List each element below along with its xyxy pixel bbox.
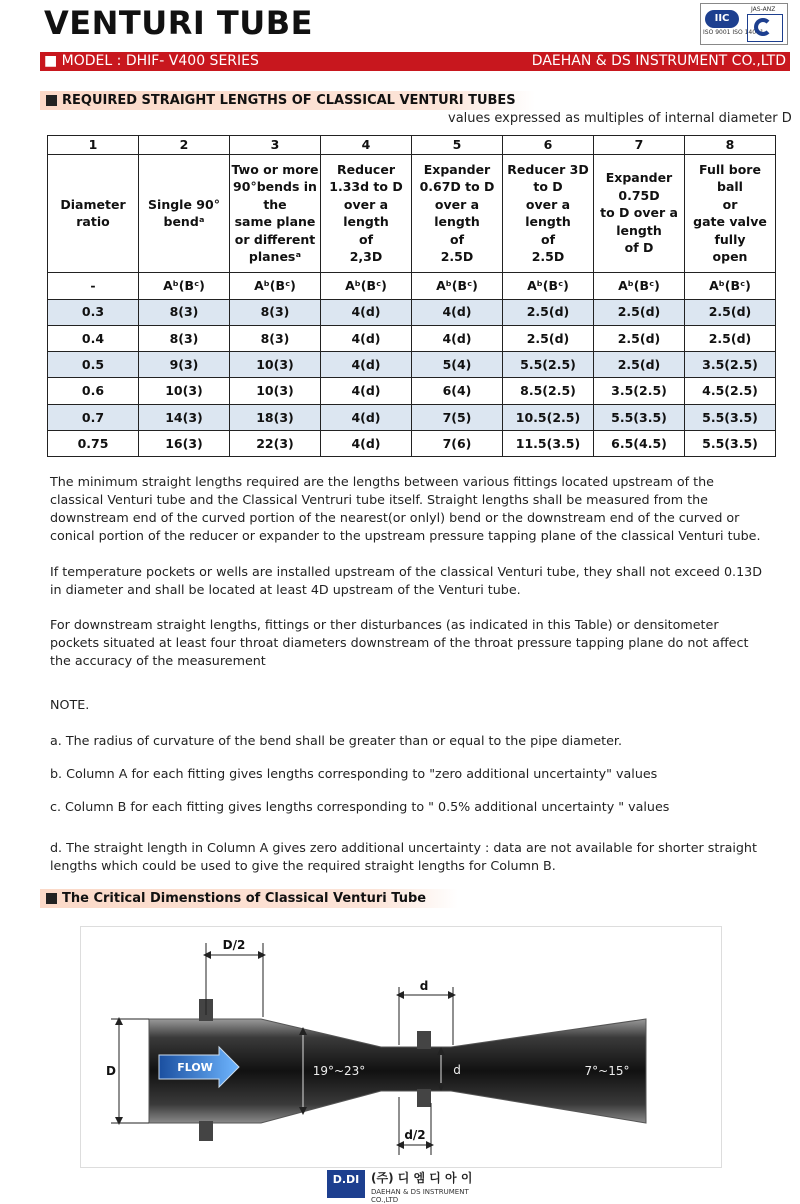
description-line: 2.5D [531,249,565,264]
col-number: 1 [48,136,139,155]
diameter-ratio-cell: 0.5 [48,352,139,378]
length-value-cell: 5(4) [412,352,503,378]
column-description [321,154,412,272]
ab-header-cell: Aᵇ(Bᶜ) [139,272,230,299]
throat-pressure-tap-bottom [417,1089,431,1107]
note-title: NOTE. [50,697,90,712]
footer-logo [325,1168,475,1204]
description-line: the [263,196,287,212]
description-line: planesᵃ [248,249,302,264]
length-value-cell: 2.5(d) [594,325,685,351]
col-number: 6 [503,136,594,155]
description-line: Expander [423,161,491,177]
section-title: The Critical Dimenstions of Classical Venturi Tube [62,891,427,906]
table-row [48,430,776,456]
column-description [594,154,685,272]
length-value-cell: 2.5(d) [685,299,776,325]
diameter-ratio-cell: 0.3 [48,299,139,325]
description-line: Single 90° [148,196,220,212]
upstream-pressure-tap-bottom [199,1121,213,1141]
table-row [48,352,776,378]
length-value-cell: 8(3) [230,325,321,351]
description-line: 0.67D to D [419,179,495,194]
diameter-ratio-cell: 0.6 [48,378,139,404]
description-line: open [712,249,748,264]
length-value-cell: 8(3) [139,299,230,325]
length-value-cell: 4(d) [321,325,412,351]
note-a: a. The radius of curvature of the bend shall be greater than or equal to the pipe diameter. [50,733,622,748]
length-value-cell: 16(3) [139,430,230,456]
table-row [48,378,776,404]
length-value-cell: 10(3) [230,378,321,404]
description-line: length [616,222,662,238]
length-value-cell: 4(d) [321,404,412,430]
ab-header-cell: - [48,272,139,299]
pipe-D-label: D [106,1064,116,1078]
length-value-cell: 7(6) [412,430,503,456]
description-line: 1.33d to D [329,179,403,194]
length-value-cell: 6(4) [412,378,503,404]
length-value-cell: 2.5(d) [594,299,685,325]
length-value-cell: 9(3) [139,352,230,378]
table-row [48,404,776,430]
bullet-square-icon [46,893,57,904]
convergent-angle-label: 19°~23° [312,1064,366,1078]
description-line: over a length [525,196,571,229]
ab-header-cell: Aᵇ(Bᶜ) [230,272,321,299]
description-line: Two or more [231,161,319,177]
diameter-ratio-cell: 0.4 [48,325,139,351]
throat-d-label: d [419,979,429,993]
divergent-angle-label: 7°~15° [584,1064,630,1078]
description-line: to D [533,179,563,194]
column-description [139,154,230,272]
note-d: d. The straight length in Column A gives zero additional uncertainty : data are not available for shorter straight lengths which could be used to give the required straight lengths for Column B. [50,840,757,873]
length-value-cell: 10.5(2.5) [503,404,594,430]
length-value-cell: 2.5(d) [503,299,594,325]
company-name-korean: (주) 디 엠 디 아 이 [371,1171,473,1185]
column-description [503,154,594,272]
section-header-straight-lengths [40,91,535,110]
col-number: 4 [321,136,412,155]
length-value-cell: 8.5(2.5) [503,378,594,404]
paragraph-temperature-pockets: If temperature pockets or wells are installed upstream of the classical Venturi tube, they shall not exceed 0.13D in diameter and shall be located at least 4D upstream of the Venturi tube. [50,564,762,597]
description-line: 90°bends in [233,179,317,194]
venturi-diagram-svg [81,927,721,1167]
col-number: 8 [685,136,776,155]
table-row [48,299,776,325]
table-row [48,325,776,351]
description-line: or different [234,231,316,247]
paragraph-straight-lengths: The minimum straight lengths required are the lengths between various fittings located upstream of the classical Venturi tube and the Classical Ventruri tube itself. Straight lengths shall be measured from the downstream end of the curved portion of the nearest(or onlyl) bend or the downstream end of the curved or conical portion of the reducer or expander to the upstream pressure tapping plane of the classical Venturi tube. [50,474,761,543]
column-description [48,154,139,272]
length-value-cell: 8(3) [139,325,230,351]
length-value-cell: 7(5) [412,404,503,430]
description-line: bendᵃ [163,214,205,229]
length-value-cell: 4(d) [321,378,412,404]
company-logo: D.DI [327,1170,365,1198]
description-line: over a length [434,196,480,229]
straight-lengths-table [47,135,776,457]
page-title: VENTURI TUBE [44,4,313,42]
description-line: 2,3D [349,249,383,264]
description-line: Reducer 3D [507,161,589,177]
ab-header-cell: Aᵇ(Bᶜ) [412,272,503,299]
description-line: 2.5D [440,249,474,264]
bullet-square-icon [46,95,57,106]
description-line: Expander [605,170,673,186]
column-description [230,154,321,272]
col-number: 2 [139,136,230,155]
col-number: 5 [412,136,503,155]
description-line: of [449,231,465,247]
length-value-cell: 3.5(2.5) [685,352,776,378]
description-line: Diameter [60,196,126,212]
description-line: 0.75D [618,187,660,203]
col-number: 7 [594,136,685,155]
ab-header-cell: Aᵇ(Bᶜ) [685,272,776,299]
description-line: fully [714,231,746,247]
length-value-cell: 22(3) [230,430,321,456]
iso-text: ISO 9001 ISO 14001 [703,29,764,36]
section-title: REQUIRED STRAIGHT LENGTHS OF CLASSICAL VENTURI TUBES [62,93,516,108]
iic-logo: IIC [705,10,739,28]
length-value-cell: 8(3) [230,299,321,325]
length-value-cell: 2.5(d) [594,352,685,378]
length-value-cell: 5.5(2.5) [503,352,594,378]
note-c: c. Column B for each fitting gives lengths corresponding to " 0.5% additional uncertainty " values [50,799,670,814]
description-line: Full bore ball [699,161,761,194]
section-header-critical-dimensions [40,889,458,908]
jas-anz-logo [747,14,783,42]
ab-header-cell: Aᵇ(Bᶜ) [594,272,685,299]
col-number: 3 [230,136,321,155]
throat-pressure-tap [417,1031,431,1049]
company-name: DAEHAN & DS INSTRUMENT CO.,LTD [531,53,786,69]
description-line: or [722,196,738,212]
venturi-tube-diagram [80,926,722,1168]
model-bar [40,52,790,71]
flow-label: FLOW [177,1061,213,1074]
half-d-label: d/2 [404,1128,426,1142]
diameter-ratio-cell: 0.7 [48,404,139,430]
throat-inner-d-label: d [453,1063,461,1077]
length-value-cell: 2.5(d) [503,325,594,351]
length-value-cell: 6.5(4.5) [594,430,685,456]
column-description [685,154,776,272]
description-line: of [540,231,556,247]
length-value-cell: 11.5(3.5) [503,430,594,456]
length-value-cell: 10(3) [230,352,321,378]
length-value-cell: 4(d) [412,299,503,325]
length-value-cell: 4(d) [321,352,412,378]
length-value-cell: 5.5(3.5) [685,404,776,430]
length-value-cell: 5.5(3.5) [685,430,776,456]
length-value-cell: 4(d) [321,299,412,325]
length-value-cell: 5.5(3.5) [594,404,685,430]
length-value-cell: 2.5(d) [685,325,776,351]
description-line: to D over a [600,205,678,221]
half-D-label: D/2 [222,938,246,952]
length-value-cell: 10(3) [139,378,230,404]
description-line: same plane [234,214,316,229]
length-value-cell: 4.5(2.5) [685,378,776,404]
ab-header-cell: Aᵇ(Bᶜ) [321,272,412,299]
certification-logos [700,3,788,45]
company-name-english: DAEHAN & DS INSTRUMENT CO.,LTD [371,1188,469,1204]
length-value-cell: 4(d) [321,430,412,456]
model-label: ■ MODEL : DHIF- V400 SERIES [44,53,259,69]
length-value-cell: 18(3) [230,404,321,430]
length-value-cell: 3.5(2.5) [594,378,685,404]
description-line: Reducer [336,161,395,177]
description-line: gate valve [693,214,767,229]
paragraph-downstream: For downstream straight lengths, fittings or ther disturbances (as indicated in this Table) or densitometer pockets situated at least four throat diameters downstream of the throat pressure tapping plane do not affect the accuracy of the measurement [50,617,749,668]
units-note: values expressed as multiples of internal diameter D [448,111,792,126]
description-line: ratio [76,214,110,229]
jas-anz-text: JAS-ANZ [751,6,776,13]
description-line: over a length [343,196,389,229]
diameter-ratio-cell: 0.75 [48,430,139,456]
length-value-cell: 4(d) [412,325,503,351]
column-description [412,154,503,272]
description-line: of D [624,240,654,256]
note-b: b. Column A for each fitting gives lengths corresponding to "zero additional uncertainty" values [50,766,658,781]
description-line: of [358,231,374,247]
length-value-cell: 14(3) [139,404,230,430]
ab-header-cell: Aᵇ(Bᶜ) [503,272,594,299]
